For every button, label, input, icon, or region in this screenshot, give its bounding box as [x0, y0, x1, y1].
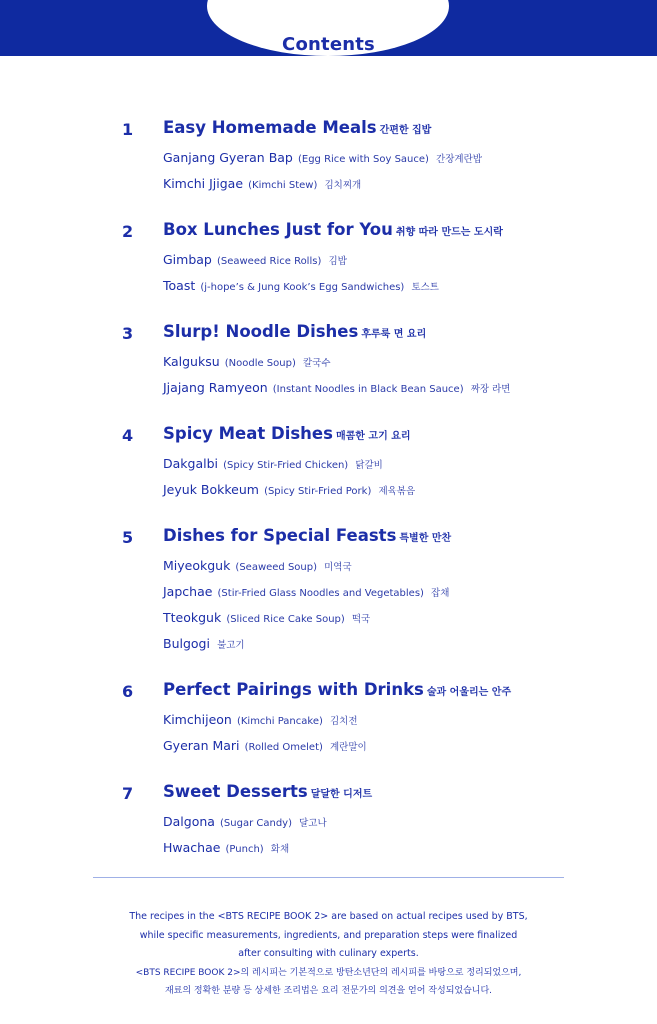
recipe-name-korean: 계란말이: [330, 742, 367, 753]
section-number: 6: [122, 682, 134, 701]
recipe-item[interactable]: [163, 170, 657, 196]
section-title: Perfect Pairings with Drinks: [163, 680, 424, 699]
recipe-name: Ganjang Gyeran Bap: [163, 150, 293, 165]
section-title-korean: 달달한 디저트: [310, 789, 373, 800]
section-title: Easy Homemade Meals: [163, 118, 377, 137]
recipe-name-korean: 미역국: [324, 562, 352, 573]
recipe-name-korean: 칼국수: [302, 358, 331, 369]
recipe-name: Kimchi Jjigae: [163, 176, 244, 191]
divider: [93, 877, 564, 878]
section-title: Slurp! Noodle Dishes: [163, 322, 359, 341]
recipe-item[interactable]: [163, 808, 657, 834]
recipe-name-korean: 화채: [270, 844, 290, 855]
recipe-name: Tteokguk: [163, 610, 222, 625]
recipe-description: (Instant Noodles in Black Bean Sauce): [272, 384, 464, 395]
recipe-item[interactable]: [163, 476, 657, 502]
toc-section: [0, 118, 657, 196]
section-title: Dishes for Special Feasts: [163, 526, 397, 545]
footer-line-3: after consulting with culinary experts.: [238, 948, 419, 959]
recipe-name-korean: 간장계란밥: [436, 154, 482, 165]
footer-line-2: while specific measurements, ingredients, and preparation steps were finalized: [139, 929, 518, 941]
section-title: Box Lunches Just for You: [163, 220, 393, 239]
toc-section: [0, 782, 657, 860]
section-title: Spicy Meat Dishes: [163, 424, 333, 443]
recipe-name: Jeyuk Bokkeum: [163, 482, 259, 497]
recipe-item[interactable]: [163, 272, 657, 298]
toc-section: [0, 526, 657, 656]
section-title-korean: 특별한 만찬: [399, 533, 452, 544]
section-title-korean: 후루룩 면 요리: [361, 329, 427, 340]
recipe-name: Jjajang Ramyeon: [163, 380, 268, 395]
recipe-name: Gimbap: [163, 252, 212, 267]
section-number: 1: [122, 120, 134, 139]
section-heading[interactable]: [163, 424, 657, 450]
recipe-description: (Egg Rice with Soy Sauce): [297, 154, 429, 165]
recipe-description: (Stir-Fried Glass Noodles and Vegetables): [217, 588, 424, 599]
recipe-item[interactable]: [163, 246, 657, 272]
recipe-item[interactable]: [163, 834, 657, 860]
recipe-name: Japchae: [163, 584, 213, 599]
section-number: 4: [122, 426, 134, 445]
recipe-name-korean: 김치전: [329, 716, 358, 727]
recipe-description: (Spicy Stir-Fried Pork): [264, 486, 372, 497]
section-title-korean: 취향 따라 만드는 도시락: [395, 227, 503, 238]
recipe-description: (Noodle Soup): [224, 358, 296, 369]
section-title-korean: 간편한 집밥: [379, 125, 432, 136]
recipe-item[interactable]: [163, 630, 657, 656]
table-of-contents: [0, 118, 657, 884]
recipe-name-korean: 제육볶음: [378, 486, 416, 497]
recipe-name-korean: 김밥: [328, 256, 347, 267]
recipe-item[interactable]: [163, 450, 657, 476]
toc-section: [0, 220, 657, 298]
section-heading[interactable]: [163, 782, 657, 808]
section-title: Sweet Desserts: [163, 782, 308, 801]
section-number: 7: [122, 784, 134, 803]
recipe-name: Dakgalbi: [163, 456, 218, 471]
section-number: 3: [122, 324, 134, 343]
footer-line-1: The recipes in the <BTS RECIPE BOOK 2> are based on actual recipes used by BTS,: [129, 911, 528, 922]
section-heading[interactable]: [163, 526, 657, 552]
recipe-name-korean: 불고기: [217, 640, 245, 651]
recipe-name: Gyeran Mari: [163, 738, 240, 753]
recipe-name: Kalguksu: [163, 354, 220, 369]
section-number: 2: [122, 222, 134, 241]
recipe-item[interactable]: [163, 552, 657, 578]
recipe-item[interactable]: [163, 144, 657, 170]
recipe-item[interactable]: [163, 374, 657, 400]
recipe-item[interactable]: [163, 348, 657, 374]
footer-line-5: 재료의 정확한 분량 등 상세한 조리법은 요리 전문가의 의견을 얻어 작성되었습니다.: [164, 986, 493, 996]
section-heading[interactable]: [163, 220, 657, 246]
recipe-name-korean: 짜장 라면: [470, 384, 511, 395]
footer-line-4: <BTS RECIPE BOOK 2>의 레시피는 기본적으로 방탄소년단의 레시피를 바탕으로 정리되었으며,: [135, 967, 522, 978]
recipe-description: (Sliced Rice Cake Soup): [226, 614, 345, 625]
recipe-item[interactable]: [163, 706, 657, 732]
section-heading[interactable]: [163, 322, 657, 348]
section-heading[interactable]: [163, 680, 657, 706]
recipe-description: (Punch): [225, 844, 264, 855]
toc-section: [0, 322, 657, 400]
section-number: 5: [122, 528, 134, 547]
recipe-description: (j-hope’s & Jung Kook’s Egg Sandwiches): [200, 282, 405, 293]
recipe-item[interactable]: [163, 578, 657, 604]
recipe-description: (Sugar Candy): [220, 818, 292, 829]
recipe-name: Hwachae: [163, 840, 221, 855]
section-title-korean: 매콤한 고기 요리: [335, 431, 411, 442]
recipe-description: (Seaweed Soup): [235, 562, 318, 573]
recipe-name-korean: 잡채: [431, 588, 450, 599]
recipe-name: Kimchijeon: [163, 712, 232, 727]
recipe-name: Bulgogi: [163, 636, 210, 651]
section-title-korean: 술과 어울리는 안주: [426, 687, 512, 698]
recipe-item[interactable]: [163, 732, 657, 758]
toc-section: [0, 680, 657, 758]
recipe-name-korean: 달고나: [299, 818, 327, 829]
toc-section: [0, 424, 657, 502]
recipe-name: Toast: [163, 278, 196, 293]
recipe-description: (Spicy Stir-Fried Chicken): [223, 460, 349, 471]
section-heading[interactable]: [163, 118, 657, 144]
recipe-name-korean: 김치찌개: [324, 180, 362, 191]
recipe-name-korean: 떡국: [351, 614, 371, 625]
recipe-name: Dalgona: [163, 814, 215, 829]
recipe-name-korean: 토스트: [411, 282, 439, 293]
recipe-description: (Seaweed Rice Rolls): [216, 256, 322, 267]
recipe-name-korean: 닭갈비: [355, 460, 383, 471]
footer-note: [0, 908, 657, 1001]
recipe-description: (Rolled Omelet): [244, 742, 323, 753]
page-title: Contents: [282, 34, 375, 55]
recipe-description: (Kimchi Pancake): [236, 716, 323, 727]
recipe-description: (Kimchi Stew): [248, 180, 318, 191]
recipe-name: Miyeokguk: [163, 558, 231, 573]
recipe-item[interactable]: [163, 604, 657, 630]
